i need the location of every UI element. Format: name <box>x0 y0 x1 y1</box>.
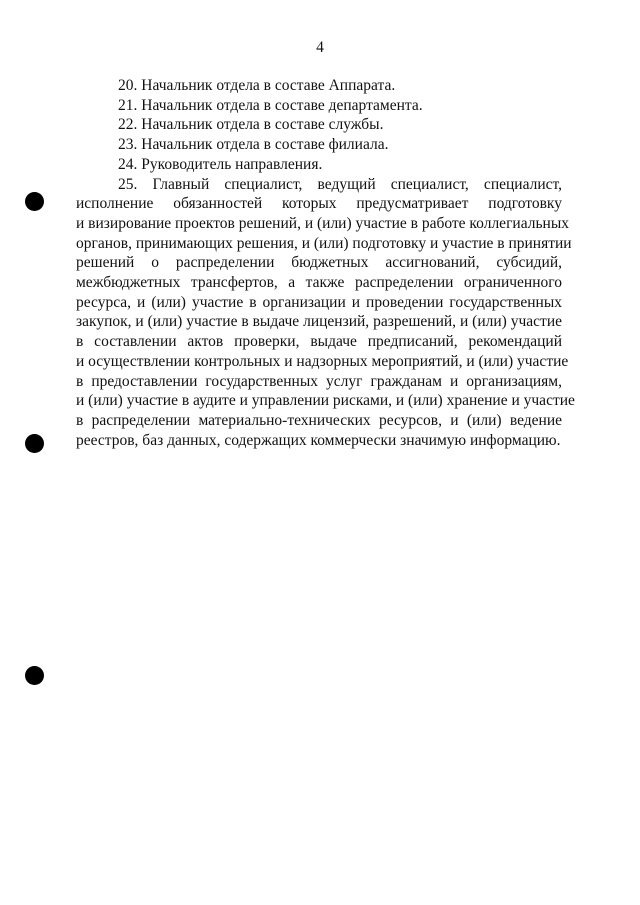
punch-hole <box>25 666 44 685</box>
list-item: 20. Начальник отдела в составе Аппарата. <box>118 77 396 94</box>
list-item: 22. Начальник отдела в составе службы. <box>118 116 384 134</box>
paragraph-line: реестров, баз данных, содержащих коммерчески значимую информацию. <box>76 431 561 449</box>
page-number: 4 <box>316 39 324 56</box>
paragraph-line: и визирование проектов решений, и (или) участие в работе коллегиальных <box>76 214 569 232</box>
paragraph-line: 25. Главный специалист, ведущий специалист, специалист, <box>118 175 562 193</box>
punch-hole <box>25 192 44 211</box>
paragraph-line: исполнение обязанностей которых предусматривает подготовку <box>76 195 562 213</box>
paragraph-line: ресурса, и (или) участие в организации и проведении государственных <box>76 293 562 311</box>
paragraph-line: и осуществлении контрольных и надзорных мероприятий, и (или) участие <box>76 352 569 370</box>
list-item: 21. Начальник отдела в составе департамента. <box>118 96 423 114</box>
list-item-25 <box>76 175 575 451</box>
paragraph-line: и (или) участие в аудите и управлении рисками, и (или) хранение и участие <box>76 392 575 410</box>
list-item: 23. Начальник отдела в составе филиала. <box>118 136 389 154</box>
paragraph-line: закупок, и (или) участие в выдаче лицензий, разрешений, и (или) участие <box>76 313 562 331</box>
paragraph-line: в составлении актов проверки, выдаче предписаний, рекомендаций <box>76 333 562 351</box>
paragraph-line: межбюджетных трансфертов, а также распределении ограниченного <box>76 274 562 292</box>
paragraph-line: в распределении материально-технических ресурсов, и (или) ведение <box>76 411 562 429</box>
paragraph-line: в предоставлении государственных услуг гражданам и организациям, <box>76 372 562 390</box>
paragraph-line: органов, принимающих решения, и (или) подготовку и участие в принятии <box>76 234 572 252</box>
list-item: 24. Руководитель направления. <box>118 155 323 173</box>
punch-hole <box>25 434 44 453</box>
document-body <box>76 76 575 450</box>
paragraph-line: решений о распределении бюджетных ассигнований, субсидий, <box>76 254 562 272</box>
